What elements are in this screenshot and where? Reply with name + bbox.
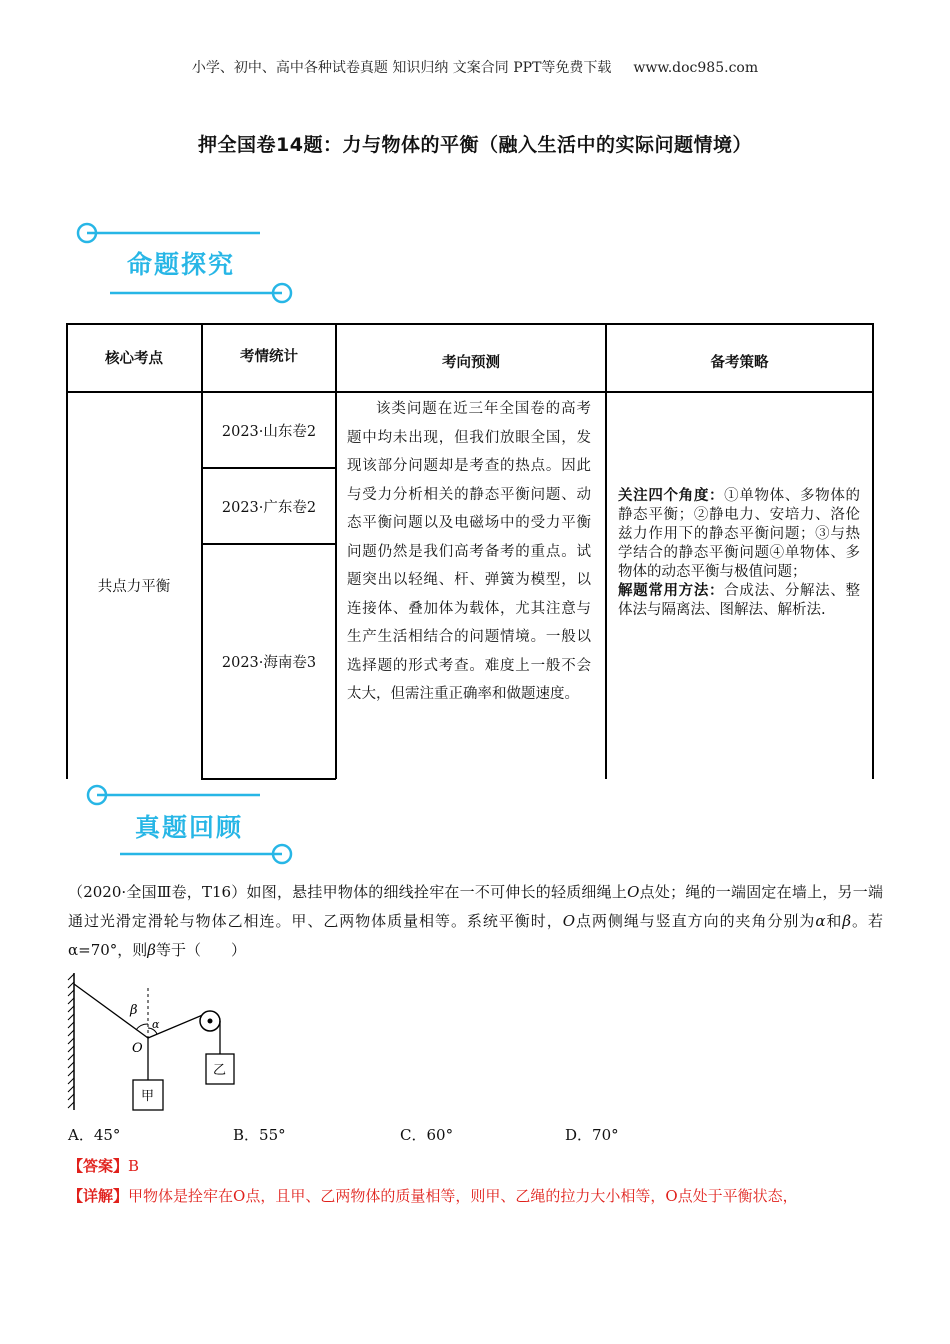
method-label: 解题常用方法： bbox=[618, 583, 725, 599]
answer-line bbox=[68, 1155, 139, 1176]
symbol-beta: β bbox=[147, 941, 156, 959]
question-and: 和 bbox=[825, 912, 843, 930]
stat-hainan: 2023·海南卷3 bbox=[221, 654, 317, 671]
question-part-1: 如图，悬挂甲物体的细线拴牢在一不可伸长的轻质细绳上 bbox=[246, 883, 628, 901]
review-banner bbox=[82, 778, 312, 870]
symbol-beta: β bbox=[842, 912, 852, 930]
header-core-point: 核心考点 bbox=[105, 350, 163, 367]
header-stats: 考情统计 bbox=[240, 348, 298, 365]
focus-label: 关注四个角度： bbox=[618, 488, 725, 504]
exam-table bbox=[66, 323, 874, 779]
stat-shandong: 2023·山东卷2 bbox=[221, 423, 317, 440]
detail-text: 甲物体是拴牢在O点，且甲、乙两物体的质量相等，则甲、乙绳的拉力大小相等，O点处于平衡状态， bbox=[128, 1187, 798, 1205]
explore-banner bbox=[70, 215, 300, 310]
answer-label: 【答案】 bbox=[68, 1157, 129, 1175]
question-part-5: 等于（ ） bbox=[155, 941, 246, 959]
question-text bbox=[68, 878, 883, 965]
method-text: 合成法、分解法、整体法与隔离法、图解法、解析法. bbox=[618, 583, 861, 618]
page-header bbox=[0, 57, 950, 77]
question-source: （2020·全国Ⅲ卷，T16） bbox=[68, 883, 247, 901]
stat-guangdong: 2023·广东卷2 bbox=[221, 499, 317, 516]
question-part-4: 。若 α=70°，则 bbox=[68, 912, 883, 959]
question-part-3: 点两侧绳与竖直方向的夹角分别为 bbox=[575, 912, 816, 930]
option-b[interactable]: B．55° bbox=[233, 1126, 286, 1144]
page-title: 押全国卷14题：力与物体的平衡（融入生活中的实际问题情境） bbox=[198, 134, 752, 156]
prediction-text: 该类问题在近三年全国卷的高考题中均未出现，但我们放眼全国，发现该部分问题却是考查的热点。因此与受力分析相关的静态平衡问题、动态平衡问题以及电磁场中的受力平衡问题仍然是我们高考备考的重点。试题突出以轻绳、杆、弹簧为模型，以连接体、叠加体为载体，尤其注意与生产生活相结合的问题情境。一般以选择题的形式考查。难度上一般不会太大，但需注重正确率和做题速度。 bbox=[347, 401, 591, 702]
strategy-text bbox=[618, 487, 860, 620]
detail-label: 【详解】 bbox=[68, 1187, 129, 1205]
answer-value: B bbox=[128, 1157, 140, 1175]
label-alpha: α bbox=[152, 1018, 160, 1031]
physics-diagram bbox=[66, 970, 246, 1115]
header-strategy: 备考策略 bbox=[710, 354, 769, 371]
label-O: O bbox=[132, 1041, 143, 1056]
option-a[interactable]: A．45° bbox=[68, 1126, 121, 1144]
header-prediction: 考向预测 bbox=[442, 354, 500, 371]
explore-banner-title: 命题探究 bbox=[127, 250, 236, 279]
focus-text: ①单物体、多物体的静态平衡；②静电力、安培力、洛伦兹力作用下的静态平衡问题；③与热学结合的静态平衡问题④单物体、多物体的动态平衡与极值问题； bbox=[618, 488, 861, 580]
header-url[interactable]: www.doc985.com bbox=[633, 60, 759, 76]
option-d[interactable]: D．70° bbox=[565, 1126, 619, 1144]
label-beta: β bbox=[130, 1003, 138, 1018]
review-banner-title: 真题回顾 bbox=[135, 813, 244, 842]
pulley-system-figure bbox=[66, 970, 246, 1115]
symbol-alpha: α bbox=[815, 912, 826, 930]
label-yi: 乙 bbox=[213, 1063, 227, 1078]
core-point-cell: 共点力平衡 bbox=[97, 578, 171, 595]
question-part-2: 点处；绳的一端固定在墙上，另一端通过光滑定滑轮与物体乙相连。甲、乙两物体质量相等。系统平衡时， bbox=[68, 883, 883, 930]
symbol-O: O bbox=[627, 883, 640, 901]
option-c[interactable]: C．60° bbox=[400, 1126, 454, 1144]
symbol-O: O bbox=[562, 912, 575, 930]
detail-line bbox=[68, 1185, 888, 1206]
header-text: 小学、初中、高中各种试卷真题 知识归纳 文案合同 PPT等免费下载 bbox=[191, 60, 612, 76]
label-jia: 甲 bbox=[141, 1089, 155, 1104]
